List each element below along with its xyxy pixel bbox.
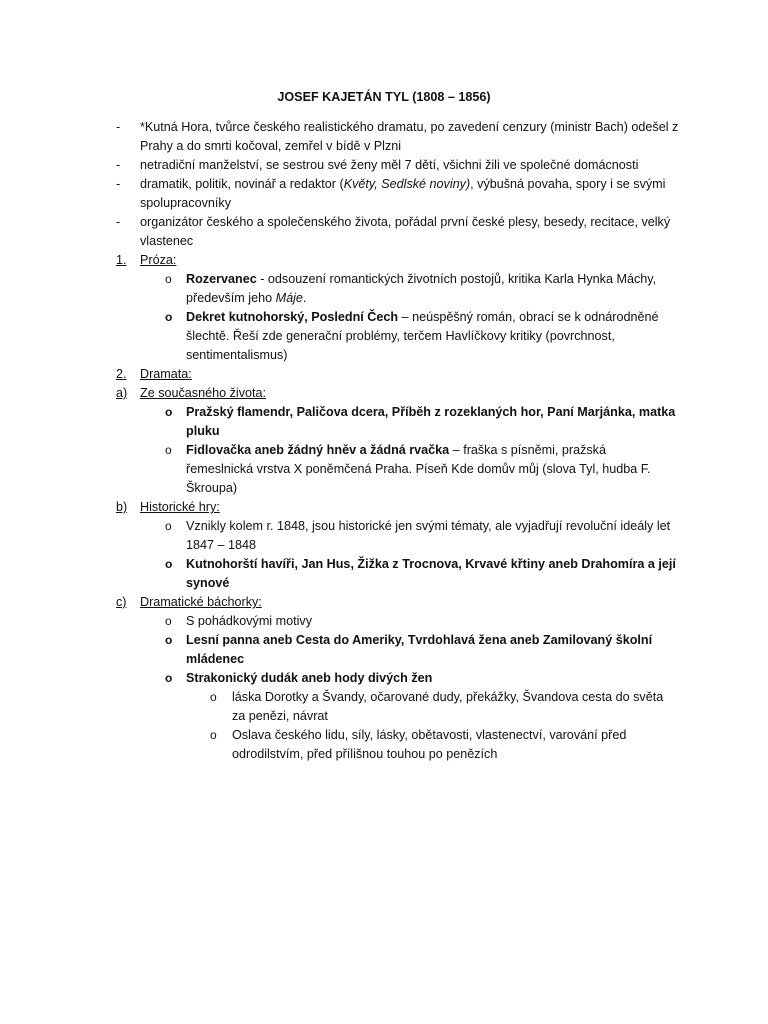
work-title: Pražský flamendr, Paličova dcera, Příběh z rozeklaných hor, Paní Marjánka, matka pluku	[186, 405, 676, 438]
list-item	[0, 270, 768, 308]
bullet-marker: o	[165, 633, 173, 647]
list-item	[0, 669, 768, 688]
bullet-marker: o	[165, 671, 173, 685]
list-item-text	[186, 308, 676, 365]
list-item-text	[186, 441, 676, 498]
list-item	[0, 517, 768, 555]
list-item-text	[186, 270, 676, 308]
list-item	[0, 308, 768, 365]
bullet-marker: o	[165, 405, 173, 419]
italic-work: Máje	[275, 291, 303, 305]
text-segment: – fraška s písněmi, pražská řemeslnická vrstva X poněmčená Praha. Píseň Kde domův můj (slova Tyl, hudba F. Škroupa)	[186, 443, 651, 495]
text-segment: - odsouzení romantických životních postojů, kritika Karla Hynka Máchy, především jeho	[186, 272, 657, 305]
list-item	[0, 403, 768, 441]
list-item	[0, 631, 768, 669]
work-title: Lesní panna aneb Cesta do Ameriky, Tvrdohlavá žena aneb Zamilovaný školní mládenec	[186, 633, 653, 666]
work-title: Dekret kutnohorský, Poslední Čech	[186, 310, 399, 324]
work-title: Strakonický dudák aneb hody divých žen	[186, 671, 433, 685]
dash-marker: -	[116, 158, 121, 172]
list-item	[0, 175, 768, 213]
section-number: 1.	[116, 253, 127, 267]
subsection-heading-b	[0, 498, 768, 517]
bullet-marker: o	[165, 272, 172, 286]
subsection-label: Ze současného života:	[140, 386, 267, 400]
list-item-text	[186, 555, 676, 593]
bullet-marker: o	[210, 728, 217, 742]
list-item	[0, 213, 768, 251]
bullet-marker: o	[165, 614, 172, 628]
section-number: 2.	[116, 367, 127, 381]
list-item	[0, 441, 768, 498]
subsection-heading-c	[0, 593, 768, 612]
dash-marker: -	[116, 177, 121, 191]
section-label: Dramata:	[140, 367, 192, 381]
subsection-heading-a	[0, 384, 768, 403]
list-item-text	[140, 175, 680, 213]
page-title: JOSEF KAJETÁN TYL (1808 – 1856)	[277, 90, 491, 104]
text-segment: – neúspěšný román, obrací se k odnárodněné šlechtě. Řeší zde generační problémy, terčem Havlíčkovy kritiky (povrchnost, sentimentalismus)	[186, 310, 659, 362]
bullet-marker: o	[165, 443, 172, 457]
text-segment: , výbušná povaha, spory i se svými spolupracovníky	[140, 177, 666, 210]
work-title: Rozervanec	[186, 272, 257, 286]
section-heading-proza	[0, 251, 768, 270]
list-item-text: *Kutná Hora, tvůrce českého realistického dramatu, po zavedení cenzury (ministr Bach) odešel z Prahy a do smrti kočoval, zemřel v bídě v Plzni	[140, 120, 679, 153]
list-item	[0, 612, 768, 631]
bullet-marker: o	[165, 310, 173, 324]
work-title: Fidlovačka aneb žádný hněv a žádná rvačka	[186, 443, 450, 457]
text-segment: dramatik, politik, novinář a redaktor (	[140, 177, 344, 191]
bullet-marker: o	[165, 557, 173, 571]
list-item-text: Vznikly kolem r. 1848, jsou historické jen svými tématy, ale vyjadřují revoluční ideály let 1847 – 1848	[186, 519, 671, 552]
italic-works: Květy, Sedlské noviny)	[343, 177, 471, 191]
list-item-text	[186, 631, 676, 669]
list-item-text	[186, 669, 676, 688]
subsection-label: Historické hry:	[140, 500, 220, 514]
list-item-text: láska Dorotky a Švandy, očarované dudy, překážky, Švandova cesta do světa za penězi, návrat	[232, 690, 664, 723]
list-item	[0, 555, 768, 593]
nested-list-item	[0, 688, 768, 726]
list-item-text: netradiční manželství, se sestrou své ženy měl 7 dětí, všichni žili ve společné domácnosti	[140, 158, 639, 172]
dash-marker: -	[116, 120, 121, 134]
subsection-label: Dramatické báchorky:	[140, 595, 262, 609]
section-label: Próza:	[140, 253, 177, 267]
subsection-letter: b)	[116, 500, 128, 514]
list-item-text	[186, 403, 676, 441]
work-title: Kutnohorští havíři, Jan Hus, Žižka z Trocnova, Krvavé křtiny aneb Drahomíra a její synové	[186, 557, 676, 590]
text-segment: .	[302, 291, 307, 305]
dash-marker: -	[116, 215, 121, 229]
bullet-marker: o	[210, 690, 217, 704]
nested-list-item	[0, 726, 768, 764]
bullet-marker: o	[165, 519, 172, 533]
list-item-text: S pohádkovými motivy	[186, 614, 312, 628]
list-item	[0, 156, 768, 175]
list-item-text: organizátor českého a společenského života, pořádal první české plesy, besedy, recitace, velký vlastenec	[140, 215, 671, 248]
subsection-letter: c)	[116, 595, 127, 609]
list-item-text: Oslava českého lidu, síly, lásky, obětavosti, vlastenectví, varování před odrodilstvím, před přílišnou touhou po penězích	[232, 728, 627, 761]
subsection-letter: a)	[116, 386, 128, 400]
list-item	[0, 118, 768, 156]
section-heading-dramata	[0, 365, 768, 384]
document-body	[0, 118, 768, 764]
